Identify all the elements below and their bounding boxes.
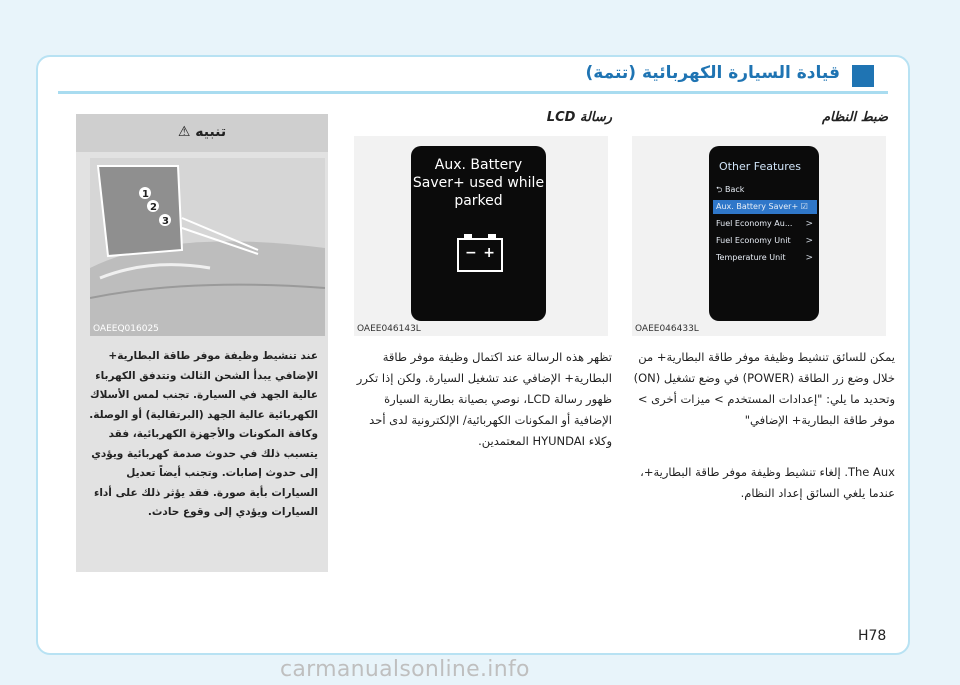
page-number: H78	[858, 628, 887, 644]
lcd-display	[411, 146, 546, 321]
lcd-message-text: Aux. Battery Saver+ used while parked	[412, 157, 545, 209]
site-watermark: carmanualsonline.info	[280, 657, 530, 682]
menu-item-aux-battery-saver: Aux. Battery Saver+ ☑	[713, 200, 817, 214]
warning-text: عند تنشيط وظيفة موفر طاقة البطارية+ الإضافي يبدأ الشحن الثالث وتتدفق الكهرباء عالية الجهد في السيارة. تجنب لمس الأسلاك الكهربائية عالية الجهد (البرتقالية) أو الوصلة. وكافة المكونات والأجهزة الكهربائية، فقد يتسبب ذلك في حدوث صدمة كهربائية ويؤدي إلى حدوث إصابات. وتجنب أيضاً تعديل السيارات بأية صورة. فقد يؤثر ذلك على أداء السيارات ويؤدي إلى وقوع حادث.	[89, 350, 318, 518]
lcd-message-figure	[354, 136, 608, 336]
menu-item-fuel-economy-unit: Fuel Economy Unit >	[716, 236, 813, 246]
image-code: OAEEQ016025	[93, 324, 159, 334]
svg-text:2: 2	[150, 202, 157, 213]
menu-item-fuel-economy-auto: Fuel Economy Au... >	[716, 219, 813, 229]
manual-page	[36, 55, 910, 655]
system-setting-text-2: The Aux. إلغاء تنشيط وظيفة موفر طاقة البطارية+، عندما يلغي السائق إعداد النظام.	[640, 465, 895, 500]
menu-item-back: ⮌ Back	[716, 185, 745, 194]
warning-triangle-icon: ⚠	[177, 124, 191, 140]
menu-item-temperature-unit: Temperature Unit >	[716, 253, 813, 263]
heading-system-setting: ضبط النظام	[822, 110, 888, 125]
warning-title: تنبيه ⚠	[177, 124, 227, 140]
image-code: OAEE046143L	[357, 324, 421, 334]
warning-box	[76, 114, 328, 572]
heading-lcd-message: رسالة LCD	[546, 110, 612, 125]
system-setting-text: يمكن للسائق تنشيط وظيفة موفر طاقة البطارية+ من خلال وضع زر الطاقة (POWER) في وضع تشغيل (ON) وتحديد ما يلي: "إعدادات المستخدم > ميزات أخرى > موفر طاقة البطارية+ الإضافي"	[633, 350, 895, 427]
page-title: قيادة السيارة الكهربائية (تتمة)	[585, 63, 840, 83]
warning-header	[76, 114, 328, 152]
svg-text:3: 3	[162, 216, 169, 227]
settings-screen-figure	[632, 136, 886, 336]
svg-text:1: 1	[142, 189, 149, 200]
hood-illustration	[90, 158, 325, 336]
lcd-message-text-body: تظهر هذه الرسالة عند اكتمال وظيفة موفر طاقة البطارية+ الإضافي عند تشغيل السيارة. ولكن إذا تكرر ظهور رسالة LCD، نوصي بصيانة بطارية السيارة الإضافية أو المكونات الكهربائية/ الإلكترونية لدى أحد وكلاء HYUNDAI المعتمدين.	[356, 350, 612, 448]
battery-icon: − +	[457, 238, 503, 272]
hood-photo	[90, 158, 325, 336]
image-code: OAEE046433L	[635, 324, 699, 334]
cluster-display	[709, 146, 819, 321]
title-marker	[852, 65, 874, 87]
menu-title: Other Features	[719, 160, 802, 173]
title-bar	[58, 57, 888, 94]
